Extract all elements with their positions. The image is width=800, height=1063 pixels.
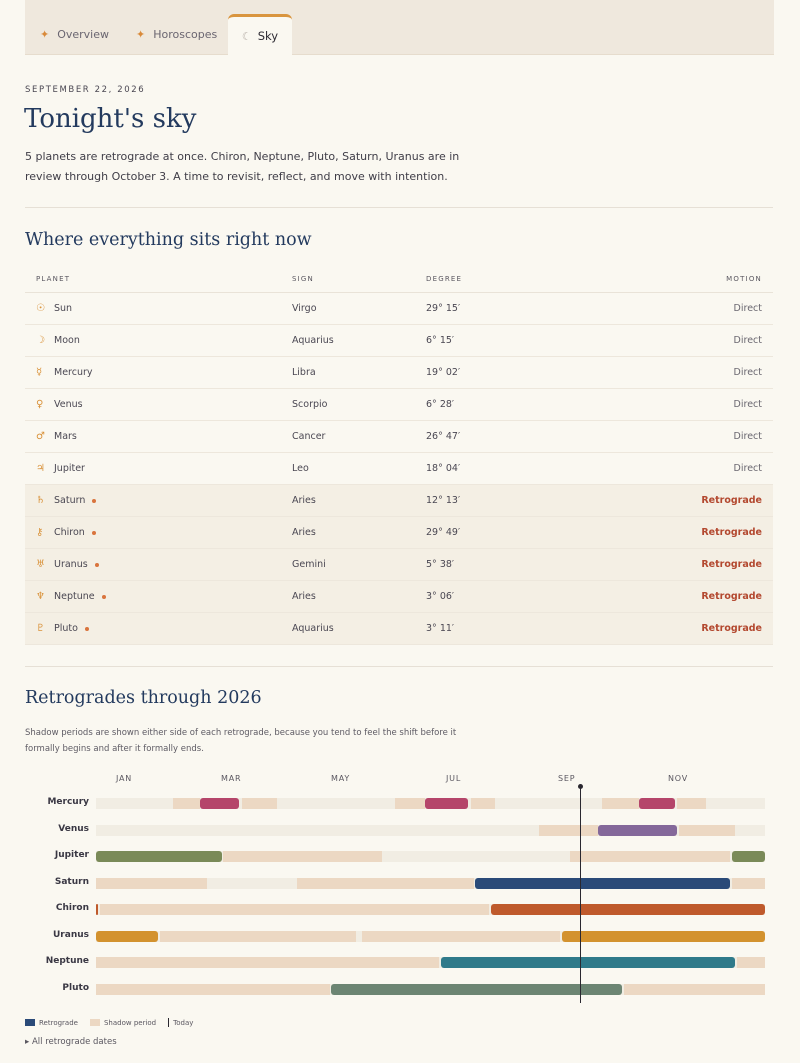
- planet-glyph-icon: ♄: [36, 495, 45, 506]
- timeline-track: [96, 957, 765, 968]
- shadow-bar[interactable]: [173, 798, 200, 809]
- timeline-track: [96, 798, 765, 809]
- shadow-bar[interactable]: [732, 878, 765, 889]
- sign-cell: Aries: [292, 527, 316, 538]
- retrograde-bar[interactable]: [475, 878, 730, 889]
- shadow-bar[interactable]: [602, 798, 638, 809]
- date-label: SEPTEMBER 22, 2026: [25, 85, 146, 95]
- intro-text: 5 planets are retrograde at once. Chiron, Neptune, Pluto, Saturn, Uranus are in review through October 3. A time to revisit, reflect, and move with intention.: [25, 150, 460, 183]
- planet-glyph-icon: ♆: [36, 591, 45, 602]
- moon-icon: ☾: [241, 29, 252, 43]
- shadow-bar[interactable]: [160, 931, 356, 942]
- retrograde-dot-icon: [102, 595, 106, 599]
- month-label: JUL: [446, 774, 462, 783]
- planet-cell: [25, 495, 281, 506]
- retrograde-bar[interactable]: [732, 851, 765, 862]
- shadow-bar[interactable]: [679, 825, 735, 836]
- legend-swatch: [90, 1019, 100, 1026]
- table-row: [25, 357, 773, 389]
- month-label: JAN: [116, 774, 133, 783]
- retrograde-bar[interactable]: [598, 825, 677, 836]
- legend-label: Today: [173, 1018, 194, 1027]
- timeline-track: [96, 904, 765, 915]
- sign-cell: Libra: [292, 367, 316, 378]
- sign-cell: Cancer: [292, 431, 326, 442]
- divider: [25, 207, 773, 208]
- retrograde-bar[interactable]: [200, 798, 239, 809]
- shadow-bar[interactable]: [677, 798, 706, 809]
- table-row: [25, 549, 773, 581]
- planet-glyph-icon: ♃: [36, 463, 45, 474]
- timeline-track: [96, 851, 765, 862]
- motion-cell: Direct: [733, 399, 762, 410]
- planet-glyph-icon: ♀: [36, 399, 44, 410]
- shadow-bar[interactable]: [539, 825, 599, 836]
- planet-name: Pluto: [54, 623, 78, 634]
- column-header-sign: SIGN: [292, 275, 314, 283]
- today-marker: [580, 786, 581, 1003]
- motion-cell: Direct: [733, 303, 762, 314]
- planet-name: Chiron: [54, 527, 85, 538]
- legend-label: Shadow period: [103, 1018, 157, 1027]
- toggle-label: All retrograde dates: [31, 1037, 117, 1047]
- sparkle-icon: ✦: [136, 28, 146, 41]
- degree-cell: 5° 38′: [426, 559, 455, 570]
- legend-swatch: [25, 1019, 35, 1026]
- retrograde-bar[interactable]: [96, 904, 98, 915]
- motion-cell: Retrograde: [701, 559, 762, 570]
- shadow-bar[interactable]: [100, 904, 489, 915]
- timeline-row: [25, 904, 775, 916]
- timeline-planet-label: Neptune: [45, 956, 89, 966]
- sign-cell: Virgo: [292, 303, 317, 314]
- retrograde-bar[interactable]: [425, 798, 468, 809]
- retrograde-timeline: [25, 770, 775, 1010]
- motion-cell: Direct: [733, 463, 762, 474]
- table-row: [25, 485, 773, 517]
- shadow-bar[interactable]: [242, 798, 277, 809]
- planet-cell: [25, 303, 281, 314]
- planet-cell: [25, 591, 281, 602]
- retrograde-bar[interactable]: [562, 931, 765, 942]
- planet-glyph-icon: ♅: [36, 559, 45, 570]
- shadow-bar[interactable]: [297, 878, 474, 889]
- sparkle-icon: ✦: [40, 28, 50, 41]
- legend-today-tick: [168, 1018, 169, 1027]
- legend-today: [168, 1018, 193, 1027]
- planet-cell: [25, 399, 281, 410]
- shadow-bar[interactable]: [223, 851, 382, 862]
- timeline-planet-label: Pluto: [62, 982, 89, 993]
- table-header: [25, 266, 773, 293]
- retrograde-dot-icon: [92, 499, 96, 503]
- page-title: Tonight's sky: [24, 104, 197, 134]
- timeline-planet-label: Jupiter: [54, 850, 89, 860]
- retrograde-bar[interactable]: [491, 904, 765, 915]
- planet-glyph-icon: ⚷: [36, 527, 44, 538]
- timeline-legend: [25, 1018, 205, 1027]
- tab-sky[interactable]: [228, 14, 292, 55]
- sign-cell: Aquarius: [292, 335, 334, 346]
- table-row: [25, 517, 773, 549]
- planet-cell: [25, 463, 281, 474]
- motion-cell: Retrograde: [701, 495, 762, 506]
- sign-cell: Leo: [292, 463, 309, 474]
- column-header-motion: MOTION: [726, 275, 762, 283]
- sign-cell: Aries: [292, 495, 316, 506]
- planet-cell: [25, 367, 281, 378]
- column-header-degree: DEGREE: [426, 275, 463, 283]
- timeline-planet-label: Mercury: [47, 797, 89, 807]
- sign-cell: Gemini: [292, 559, 326, 570]
- planet-glyph-icon: ☉: [36, 303, 45, 314]
- disclosure-triangle-icon: ▸: [25, 1037, 30, 1047]
- degree-cell: 26° 47′: [426, 431, 461, 442]
- planet-name: Sun: [54, 303, 73, 314]
- planet-name: Mercury: [54, 367, 93, 378]
- planet-glyph-icon: ♂: [36, 431, 45, 442]
- degree-cell: 19° 02′: [426, 367, 461, 378]
- shadow-bar[interactable]: [96, 984, 330, 995]
- motion-cell: Direct: [733, 367, 762, 378]
- today-marker-dot: [578, 784, 583, 789]
- table-row: [25, 421, 773, 453]
- planet-name: Jupiter: [54, 463, 85, 474]
- planet-name: Mars: [54, 431, 77, 442]
- retrograde-bar[interactable]: [441, 957, 735, 968]
- shadow-note: Shadow periods are shown either side of each retrograde, because you tend to feel the shift before it formally begins and after it formally ends.: [25, 728, 457, 754]
- motion-cell: Retrograde: [701, 527, 762, 538]
- positions-heading: Where everything sits right now: [25, 230, 312, 250]
- timeline-planet-label: Venus: [58, 823, 89, 834]
- table-row: [25, 581, 773, 613]
- timeline-row: [25, 825, 775, 837]
- tab-horoscopes[interactable]: [136, 14, 217, 55]
- legend-shadow: [90, 1019, 156, 1027]
- planet-cell: [25, 431, 281, 442]
- month-label: MAR: [221, 774, 242, 783]
- sign-cell: Aries: [292, 591, 316, 602]
- column-header-planet: PLANET: [36, 275, 71, 283]
- tab-label: Sky: [257, 29, 279, 43]
- timeline-planet-label: Chiron: [55, 903, 89, 913]
- retrograde-dot-icon: [85, 627, 89, 631]
- planet-glyph-icon: ☿: [36, 367, 43, 378]
- timeline-row: [25, 851, 775, 863]
- month-label: MAY: [331, 774, 351, 783]
- positions-table: [25, 266, 773, 645]
- planet-name: Venus: [54, 399, 83, 410]
- timeline-row: [25, 798, 775, 810]
- timeline-row: [25, 878, 775, 890]
- all-retrograde-dates-toggle[interactable]: [25, 1037, 117, 1047]
- divider: [25, 666, 773, 667]
- table-row: [25, 389, 773, 421]
- table-row: [25, 293, 773, 325]
- table-row: [25, 613, 773, 645]
- month-label: NOV: [668, 774, 689, 783]
- retrograde-dot-icon: [95, 563, 99, 567]
- legend-label: Retrograde: [39, 1018, 78, 1027]
- tab-label: Overview: [57, 28, 110, 41]
- timeline-track: [96, 825, 765, 836]
- degree-cell: 6° 15′: [426, 335, 455, 346]
- timeline-planet-label: Saturn: [54, 876, 89, 887]
- planet-name: Moon: [54, 335, 80, 346]
- planet-glyph-icon: ☽: [36, 335, 45, 346]
- sign-cell: Scorpio: [292, 399, 328, 410]
- timeline-track: [96, 984, 765, 995]
- degree-cell: 29° 15′: [426, 303, 461, 314]
- degree-cell: 3° 11′: [426, 623, 455, 634]
- sign-cell: Aquarius: [292, 623, 334, 634]
- shadow-bar[interactable]: [96, 878, 207, 889]
- degree-cell: 18° 04′: [426, 463, 461, 474]
- planet-cell: [25, 559, 281, 570]
- motion-cell: Direct: [733, 431, 762, 442]
- shadow-bar[interactable]: [96, 957, 439, 968]
- table-row: [25, 453, 773, 485]
- timeline-row: [25, 957, 775, 969]
- shadow-bar[interactable]: [362, 931, 560, 942]
- timeline-track: [96, 878, 765, 889]
- degree-cell: 3° 06′: [426, 591, 455, 602]
- motion-cell: Direct: [733, 335, 762, 346]
- retrograde-bar[interactable]: [96, 931, 158, 942]
- planet-name: Uranus: [54, 559, 88, 570]
- degree-cell: 6° 28′: [426, 399, 455, 410]
- timeline-row: [25, 931, 775, 943]
- shadow-bar[interactable]: [570, 851, 730, 862]
- retrograde-bar[interactable]: [96, 851, 222, 862]
- retrograde-dot-icon: [92, 531, 96, 535]
- timeline-track: [96, 931, 765, 942]
- shadow-bar[interactable]: [395, 798, 425, 809]
- retrograde-bar[interactable]: [639, 798, 675, 809]
- motion-cell: Retrograde: [701, 591, 762, 602]
- table-row: [25, 325, 773, 357]
- tab-overview[interactable]: [40, 14, 109, 55]
- retrogrades-heading: Retrogrades through 2026: [25, 688, 262, 708]
- planet-cell: [25, 335, 281, 346]
- planet-cell: [25, 623, 281, 634]
- planet-name: Saturn: [54, 495, 86, 506]
- motion-cell: Retrograde: [701, 623, 762, 634]
- timeline-row: [25, 984, 775, 996]
- planet-name: Neptune: [54, 591, 95, 602]
- timeline-planet-label: Uranus: [53, 929, 89, 940]
- shadow-bar[interactable]: [624, 984, 765, 995]
- degree-cell: 12° 13′: [426, 495, 461, 506]
- planet-glyph-icon: ♇: [36, 623, 45, 634]
- month-label: SEP: [558, 774, 576, 783]
- degree-cell: 29° 49′: [426, 527, 461, 538]
- tab-label: Horoscopes: [153, 28, 218, 41]
- legend-retrograde: [25, 1019, 78, 1027]
- tab-bar: [25, 0, 774, 55]
- shadow-bar[interactable]: [471, 798, 496, 809]
- shadow-bar[interactable]: [737, 957, 765, 968]
- planet-cell: [25, 527, 281, 538]
